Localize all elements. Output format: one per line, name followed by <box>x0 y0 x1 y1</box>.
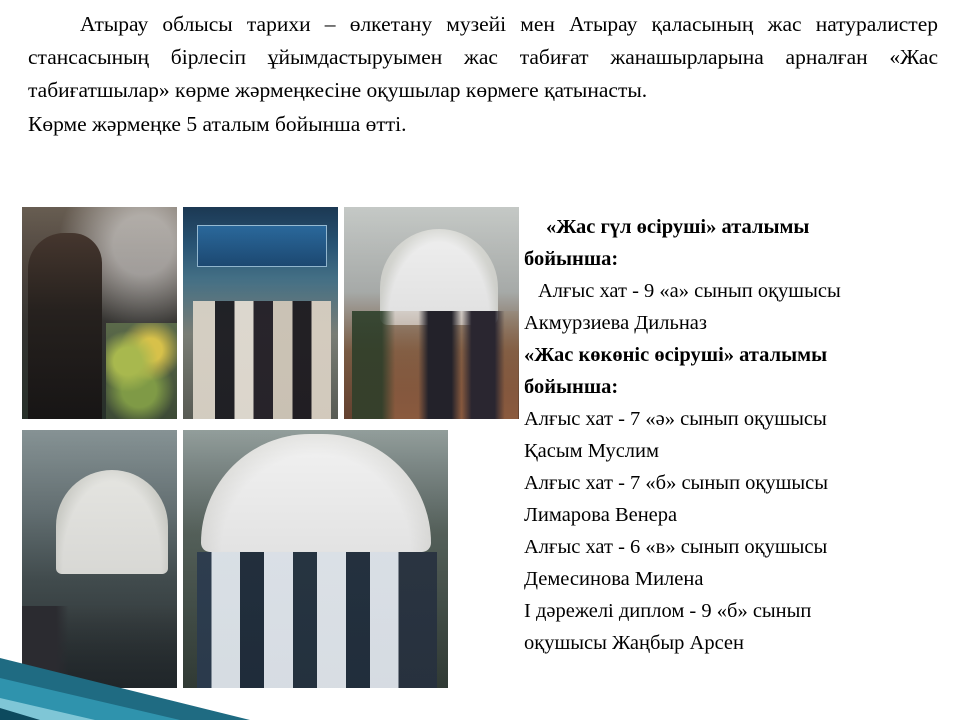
intro-paragraph-1: Атырау облысы тарихи – өлкетану музейі мен Атырау қаласының жас натуралистер стансасының бірлесіп ұйымдастыруымен жас табиғат жанашырларына арналған «Жас табиғатшылар» көрме жәрмеңкесіне оқушылар көрмеге қатынасты. <box>28 12 938 102</box>
photo-overlay <box>22 207 177 419</box>
photo-hall-with-yurt <box>22 430 177 688</box>
photo-girls-near-yurt <box>344 207 519 419</box>
award-2-line1: Алғыс хат - 7 «ә» сынып оқушысы <box>524 407 827 430</box>
intro-text-block <box>28 8 938 141</box>
photo-row-bottom <box>22 430 522 688</box>
nomination-2-title-line1: «Жас көкөніс өсіруші» аталымы <box>524 343 828 366</box>
nomination-1-title-line2: бойынша: <box>524 247 619 270</box>
nomination-2-title-line2: бойынша: <box>524 375 619 398</box>
award-3-line2: Лимарова Венера <box>524 503 678 526</box>
awards-text-block <box>524 212 944 660</box>
award-4-line1: Алғыс хат - 6 «в» сынып оқушысы <box>524 535 828 558</box>
award-5-line1: І дәрежелі диплом - 9 «б» сынып <box>524 599 812 622</box>
award-1-line2: Акмурзиева Дильназ <box>524 311 707 334</box>
photo-children-with-diplomas <box>183 430 448 688</box>
photo-students-on-stage <box>183 207 338 419</box>
photo-overlay <box>22 430 177 688</box>
award-1-line1: Алғыс хат - 9 «а» сынып оқушысы <box>538 279 841 302</box>
nomination-1-title-line1: «Жас гүл өсіруші» аталымы <box>546 216 810 238</box>
award-3-line1: Алғыс хат - 7 «б» сынып оқушысы <box>524 471 829 494</box>
photo-woman-at-flower-display <box>22 207 177 419</box>
photo-collage <box>22 207 522 688</box>
photo-overlay <box>344 207 519 419</box>
photo-row-top <box>22 207 522 419</box>
photo-overlay <box>183 207 338 419</box>
award-4-line2: Демесинова Милена <box>524 567 704 590</box>
award-2-line2: Қасым Муслим <box>524 439 659 462</box>
photo-overlay <box>183 430 448 688</box>
award-5-line2: оқушысы Жаңбыр Арсен <box>524 631 744 654</box>
intro-paragraph-2: Көрме жәрмеңке 5 аталым бойынша өтті. <box>28 111 407 136</box>
